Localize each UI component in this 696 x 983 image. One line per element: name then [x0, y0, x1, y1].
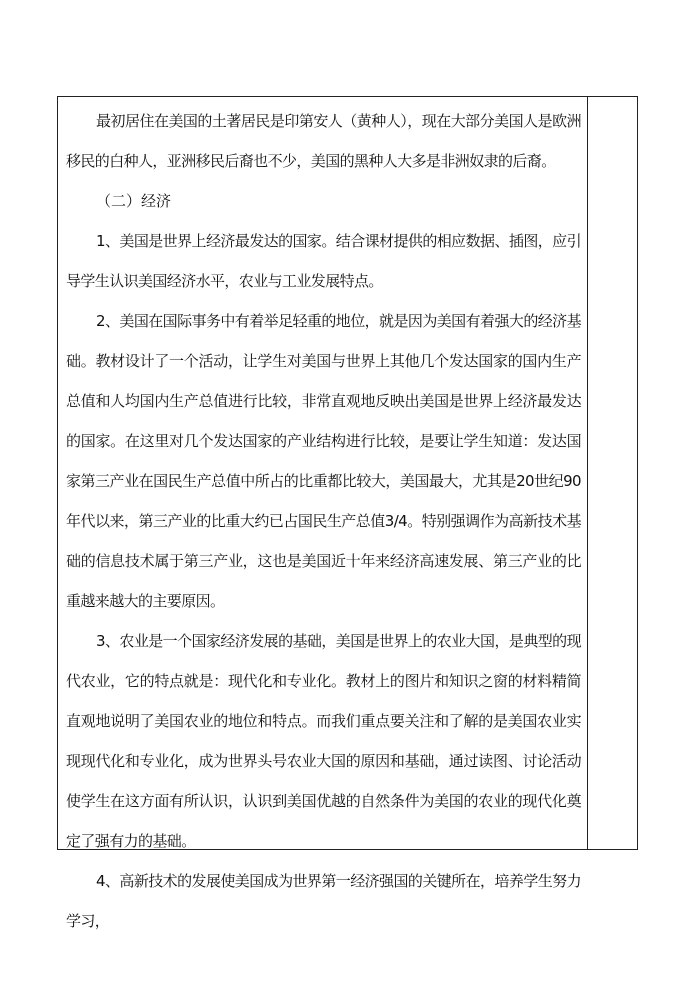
paragraph-economy-3: 3、农业是一个国家经济发展的基础，美国是世界上的农业大国，是典型的现代农业，它的特点就是：现代化和专业化。教材上的图片和知识之窗的材料精简直观地说明了美国农业的地位和特点。而我们重点要关注和了解的是美国农业实现现代化和专业化，成为世界头号农业大国的原因和基础，通过读图、讨论活动使学生在这方面有所认识，认识到美国优越的自然条件为美国的农业的现代化奠定了强有力的基础。 [66, 632, 581, 850]
column-divider [587, 97, 588, 849]
content-cell [58, 97, 587, 930]
paragraph-economy-4: 4、高新技术的发展使美国成为世界第一经济强国的关键所在，培养学生努力学习， [66, 872, 581, 930]
paragraph-economy-1: 1、美国是世界上经济最发达的国家。结合课材提供的相应数据、插图，应引导学生认识美国经济水平，农业与工业发展特点。 [66, 232, 581, 290]
paragraph-population-origin: 最初居住在美国的土著居民是印第安人（黄种人），现在大部分美国人是欧洲移民的白种人，亚洲移民后裔也不少，美国的黑种人大多是非洲奴隶的后裔。 [66, 112, 581, 170]
lesson-table [57, 96, 638, 930]
paragraph-economy-2: 2、美国在国际事务中有着举足轻重的地位，就是因为美国有着强大的经济基础。教材设计了一个活动，让学生对美国与世界上其他几个发达国家的国内生产总值和人均国内生产总值进行比较，非常直观地反映出美国是世界上经济最发达的国家。在这里对几个发达国家的产业结构进行比较，是要让学生知道：发达国家第三产业在国民生产总值中所占的比重都比较大，美国最大，尤其是20世纪90年代以来，第三产业的比重大约已占国民生产总值3/4。特别强调作为高新技术基础的信息技术属于第三产业，这也是美国近十年来经济高速发展、第三产业的比重越来越大的主要原因。 [66, 312, 581, 610]
section-heading-economy: （二）经济 [96, 192, 172, 210]
